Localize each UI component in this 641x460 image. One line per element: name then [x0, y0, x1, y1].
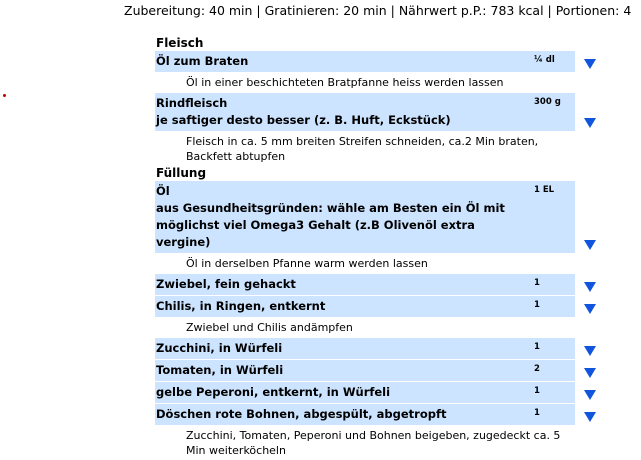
- ingredient-box: [155, 181, 575, 253]
- ingredient-row: [155, 404, 605, 425]
- ingredient-box: [155, 51, 575, 72]
- ingredient-name: gelbe Peperoni, entkernt, in Würfeli: [156, 385, 391, 399]
- ingredient-box: [155, 93, 575, 131]
- ingredient-box: [155, 274, 575, 295]
- ingredient-box: [155, 404, 575, 425]
- ingredient-row: [155, 360, 605, 381]
- triangle-down-icon[interactable]: [584, 368, 596, 378]
- ingredient-name: Tomaten, in Würfeli: [156, 363, 284, 377]
- triangle-down-icon[interactable]: [584, 412, 596, 422]
- preparation-step: Öl in derselben Pfanne warm werden lassen: [186, 257, 428, 270]
- ingredient-row: [155, 338, 605, 359]
- ingredient-name: Öl zum Braten: [156, 54, 249, 68]
- triangle-down-icon[interactable]: [584, 240, 596, 250]
- ingredient-name: Rindfleisch je saftiger desto besser (z. B. Huft, Eckstück): [156, 96, 451, 127]
- triangle-down-icon[interactable]: [584, 118, 596, 128]
- ingredient-amount: 1: [534, 408, 540, 418]
- ingredient-amount: 2: [534, 364, 540, 374]
- ingredient-row: [155, 51, 605, 72]
- ingredient-amount: 1: [534, 386, 540, 396]
- ingredient-name: Zucchini, in Würfeli: [156, 341, 283, 355]
- ingredient-box: [155, 338, 575, 359]
- ingredient-row: [155, 93, 605, 131]
- triangle-down-icon[interactable]: [584, 346, 596, 356]
- preparation-step: Öl in einer beschichteten Bratpfanne heiss werden lassen: [186, 76, 504, 89]
- section-title: Fleisch: [156, 36, 204, 50]
- ingredient-name: Chilis, in Ringen, entkernt: [156, 299, 326, 313]
- section-title: Füllung: [156, 166, 207, 180]
- ingredient-amount: ¼ dl: [534, 55, 555, 65]
- ingredient-name: Zwiebel, fein gehackt: [156, 277, 296, 291]
- ingredient-row: [155, 382, 605, 403]
- recipe-list: [155, 36, 605, 460]
- preparation-step: Zucchini, Tomaten, Peperoni und Bohnen beigeben, zugedeckt ca. 5 Min weiterköcheln: [186, 429, 561, 457]
- ingredient-amount: 300 g: [534, 97, 561, 107]
- ingredient-amount: 1: [534, 278, 540, 288]
- preparation-step: Zwiebel und Chilis andämpfen: [186, 321, 353, 334]
- ingredient-box: [155, 382, 575, 403]
- recipe-summary: Zubereitung: 40 min | Gratinieren: 20 min | Nährwert p.P.: 783 kcal | Portionen: 4: [124, 3, 632, 18]
- ingredient-amount: 1 EL: [534, 185, 555, 195]
- triangle-down-icon[interactable]: [584, 304, 596, 314]
- triangle-down-icon[interactable]: [584, 59, 596, 69]
- ingredient-box: [155, 360, 575, 381]
- ingredient-box: [155, 296, 575, 317]
- ingredient-row: [155, 274, 605, 295]
- ingredient-amount: 1: [534, 342, 540, 352]
- triangle-down-icon[interactable]: [584, 282, 596, 292]
- ingredient-name: Öl aus Gesundheitsgründen: wähle am Besten ein Öl mit möglichst viel Omega3 Gehalt (z.B Olivenöl extra vergine): [156, 184, 505, 249]
- triangle-down-icon[interactable]: [584, 390, 596, 400]
- ingredient-row: [155, 181, 605, 253]
- ingredient-name: Döschen rote Bohnen, abgespült, abgetropft: [156, 407, 447, 421]
- preparation-step: Fleisch in ca. 5 mm breiten Streifen schneiden, ca.2 Min braten, Backfett abtupfen: [186, 135, 539, 163]
- ingredient-amount: 1: [534, 300, 540, 310]
- ingredient-row: [155, 296, 605, 317]
- marker-dot: [3, 94, 6, 97]
